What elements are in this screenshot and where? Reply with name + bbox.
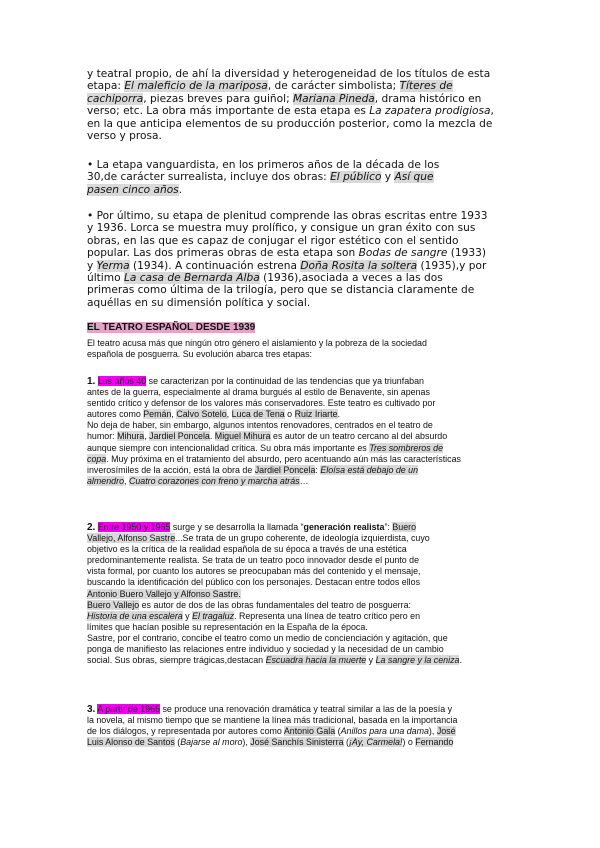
text: antes de la guerra, especialmente al drama burgués al estilo de Benavente, sin apenas: [87, 387, 430, 398]
section-heading-block: [87, 322, 514, 333]
work-title: Títeres de: [399, 80, 453, 93]
text-line: [87, 159, 514, 171]
text: , piezas breves para guiñol;: [143, 92, 294, 105]
stage-number: 1.: [87, 376, 96, 387]
author-name: Jardiel Poncela: [254, 464, 316, 475]
text: .: [178, 183, 183, 196]
text: .: [459, 655, 462, 666]
stage-2: [87, 522, 514, 666]
text-line: [87, 655, 514, 666]
text-line: [87, 704, 514, 715]
text: y teatral propio, de ahí la diversidad y heterogeneidad de los títulos de esta: [87, 68, 491, 80]
section-heading: [87, 322, 514, 333]
text: ) o: [402, 737, 416, 748]
vanguard-paragraph: [87, 159, 514, 196]
author-name: José: [436, 726, 456, 737]
text: .: [337, 409, 340, 420]
text: verso y prosa.: [87, 130, 162, 143]
text-line: [87, 338, 514, 349]
text: …: [299, 475, 309, 486]
text-line: [87, 297, 514, 309]
text: • La etapa vanguardista, en los primeros años de la década de los: [87, 159, 440, 171]
text: ...Se trata de un grupo coherente, de ideología izquierdista, cuyo: [175, 533, 430, 544]
author-name: Buero: [392, 522, 417, 532]
stage-number: 3.: [87, 704, 96, 715]
work-title: Bajarse al moro: [180, 737, 243, 748]
work-title: Tres sombreros de: [369, 442, 444, 453]
text-line: [87, 465, 514, 476]
work-title: Historia de una escalera: [87, 610, 183, 621]
text-line: [87, 222, 514, 234]
text-line: [87, 476, 514, 487]
text-line: [87, 726, 514, 737]
text-line: [87, 130, 514, 142]
text: ,: [226, 409, 232, 420]
text-line: [87, 431, 514, 442]
work-title: Escuadra hacia la muerte: [265, 655, 367, 666]
text-line: [87, 210, 514, 222]
author-name: Buero Vallejo: [87, 599, 140, 610]
work-title: Bodas de sangre: [358, 247, 448, 260]
text: y: [381, 171, 395, 184]
text: surge y se desarrolla la llamada “: [170, 522, 304, 532]
work-title: Mariana Pineda: [293, 92, 375, 105]
text: (: [174, 737, 181, 748]
text-line: [87, 68, 514, 80]
author-name: Antonio Gala: [283, 726, 336, 737]
stage-period: A partir de 1965: [97, 704, 160, 714]
stage-1: [87, 376, 514, 487]
text: y: [182, 610, 193, 621]
text: . Muy próxima en el tratamiento del absurdo, pero acentuando aún más las características: [106, 453, 461, 464]
text-line: [87, 272, 514, 284]
text: No deja de haber, sin embargo, algunos intentos renovadores, centrados en el teatro de: [87, 420, 433, 431]
text-line: [87, 420, 514, 431]
text: • Por último, su etapa de plenitud comprende las obras escritas entre 1933: [87, 210, 488, 222]
author-name: Pemán: [143, 409, 172, 420]
text-line: [87, 376, 514, 387]
text: popular. Las dos primeras obras de esta etapa son: [87, 247, 359, 260]
text: aquéllas en su dimensión política y social.: [87, 296, 311, 309]
text-line: [87, 600, 514, 611]
text-line: [87, 260, 514, 272]
work-title: El público: [330, 171, 382, 184]
text: límites que hacían posible su representación en la España de la época.: [87, 621, 368, 632]
text: (1933): [447, 247, 486, 260]
work-title: Doña Rosita la soltera: [300, 259, 418, 272]
text: (1935),y por: [417, 259, 487, 272]
text: . Representa una línea de teatro crítico pero en: [234, 610, 421, 621]
text: humor:: [87, 431, 118, 442]
text: último: [87, 272, 124, 285]
text: se produce una renovación dramática y teatral similar a las de la poesía y: [160, 704, 453, 714]
author-name: Antonio Buero Vallejo y Alfonso Sastre.: [87, 588, 241, 599]
text-line: [87, 622, 514, 633]
text-line: [87, 737, 514, 748]
author-name: Miguel Mihura: [214, 431, 271, 442]
text: 30,de carácter surrealista, incluye dos obras:: [87, 171, 331, 184]
text: es autor de un teatro cercano al del absurdo: [270, 431, 448, 442]
text-line: [87, 398, 514, 409]
section-intro: [87, 338, 514, 360]
work-title: almendro: [87, 475, 124, 486]
author-name: José Sanchís Sinisterra: [250, 737, 344, 748]
author-name: Vallejo, Alfonso Sastre: [87, 533, 176, 544]
work-title: El tragaluz: [192, 610, 235, 621]
stage-period: Entre 1950 y 1965: [97, 522, 171, 532]
text: ”:: [384, 522, 393, 532]
work-title: ¡Ay, Carmela!: [348, 737, 403, 748]
text: (: [343, 737, 349, 748]
work-title: Anillos para una dama: [340, 726, 429, 737]
text-line: [87, 644, 514, 655]
work-title: La sangre y la ceniza: [375, 655, 460, 666]
text-line: [87, 93, 514, 105]
text: (1936),asociada a veces a las dos: [259, 272, 443, 285]
work-title: La casa de Bernarda Alba: [123, 272, 260, 285]
text-line: [87, 80, 514, 92]
plenitude-paragraph: [87, 210, 514, 309]
text: :: [315, 464, 321, 475]
text-line: [87, 454, 514, 465]
text-line: [87, 247, 514, 259]
author-name: Mihura: [117, 431, 145, 442]
text-line: [87, 349, 514, 360]
text: aunque siempre con intencionalidad crítica. Su obra más importante es: [87, 442, 370, 453]
text: , drama histórico en: [374, 92, 482, 105]
text: ),: [242, 737, 251, 748]
text: verso; etc. La obra más importante de esta etapa es: [87, 105, 370, 118]
text: y: [87, 259, 97, 272]
text-line: [87, 118, 514, 130]
work-title: pasen cinco años: [87, 183, 179, 196]
work-title: cachiporra: [87, 92, 144, 105]
text: vista formal, por cuanto los autores se preocupaban más del contenido y el mensaje,: [87, 566, 421, 577]
text: es autor de dos de las obras fundamentales del teatro de posguerra:: [139, 599, 411, 610]
text: la novela, al mismo tiempo que se mantiene la línea más tradicional, basada en la importancia: [87, 715, 458, 726]
text-line: [87, 555, 514, 566]
text: ,: [490, 105, 494, 118]
text: se caracterizan por la continuidad de las tendencias que ya triunfaban: [146, 376, 424, 386]
text: obras, en las que es capaz de conjugar el rigor estético con el sentido: [87, 234, 459, 247]
work-title: Eloísa está debajo de un: [320, 464, 419, 475]
author-name: Luca de Tena: [231, 409, 285, 420]
author-name: Calvo Sotelo: [176, 409, 227, 420]
text-line: [87, 387, 514, 398]
text-line: [87, 715, 514, 726]
text: de los diálogos, y representada por autores como: [87, 726, 284, 737]
text: social. Sus obras, siempre trágicas,destacan: [87, 655, 266, 666]
stage-number: 2.: [87, 522, 96, 533]
author-name: Luis Alonso de Santos: [87, 737, 175, 748]
text: inverosímiles de la acción, está la obra de: [87, 464, 255, 475]
text-line: [87, 105, 514, 117]
text: sentido crítico y defensor de los valores más conservadores. Este teatro es cultivado por: [87, 398, 436, 409]
text: autores como: [87, 409, 144, 420]
stage-3: [87, 704, 514, 748]
text: ponga de manifiesto las relaciones entre individuo y sociedad y la necesidad de un cambio: [87, 644, 444, 655]
author-name: Fernando: [415, 737, 454, 748]
text: ,: [171, 409, 177, 420]
work-title: Cuatro corazones con freno y marcha atrás: [128, 475, 300, 486]
text: .: [209, 431, 215, 442]
text-line: [87, 566, 514, 577]
text-line: [87, 633, 514, 644]
text: y 1936. Lorca se muestra muy prolífico, y consigue un gran éxito con sus: [87, 222, 476, 235]
intro-paragraph: [87, 68, 514, 142]
work-title: copa: [87, 453, 107, 464]
text: primeras como última de la trilogía, pero que se distancia claramente de: [87, 284, 475, 297]
text-line: [87, 611, 514, 622]
text: ,: [144, 431, 150, 442]
text: predominantemente realista. Se trata de un teatro poco innovador desde el punto de: [87, 555, 420, 566]
text-line: [87, 533, 514, 544]
heading-text: EL TEATRO ESPAÑOL DESDE 1939: [87, 322, 256, 333]
text: o: [284, 409, 295, 420]
text: etapa:: [87, 80, 125, 93]
text-line: [87, 171, 514, 183]
text: El teatro acusa más que ningún otro género el aislamiento y la pobreza de la sociedad: [87, 338, 427, 348]
text-line: [87, 409, 514, 420]
text-line: [87, 522, 514, 533]
text: , de carácter simbolista;: [267, 80, 400, 93]
author-name: Ruiz Iriarte: [294, 409, 338, 420]
work-title: Así que: [394, 171, 434, 184]
text: (1934). A continuación estrena: [129, 259, 301, 272]
text: Sastre, por el contrario, concibe el teatro como un medio de concienciación y agitación, que: [87, 632, 448, 643]
movement-name: generación realista: [303, 522, 385, 532]
text-line: [87, 544, 514, 555]
text-line: [87, 589, 514, 600]
text-line: [87, 443, 514, 454]
text: española de posguerra. Su evolución abarca tres etapas:: [87, 349, 312, 360]
text-line: [87, 577, 514, 588]
text-line: [87, 184, 514, 196]
text-line: [87, 284, 514, 296]
text: ,: [124, 475, 129, 486]
text: ),: [428, 726, 437, 737]
text: y: [366, 655, 376, 666]
stage-period: Los años 40: [97, 376, 147, 386]
text: objetivo es la crítica de la realidad española de su época a través de una estética: [87, 544, 407, 555]
work-title: Yerma: [96, 259, 130, 272]
author-name: Jardiel Poncela: [149, 431, 210, 442]
text: (: [335, 726, 341, 737]
text: en la que anticipa elementos de su producción posterior, como la mezcla de: [87, 117, 493, 130]
text: buscando la identificación del público con los personajes. Destacan entre todos ellos: [87, 577, 421, 588]
work-title: El maleficio de la mariposa: [124, 80, 268, 93]
work-title: La zapatera prodigiosa: [369, 105, 491, 118]
text-line: [87, 235, 514, 247]
